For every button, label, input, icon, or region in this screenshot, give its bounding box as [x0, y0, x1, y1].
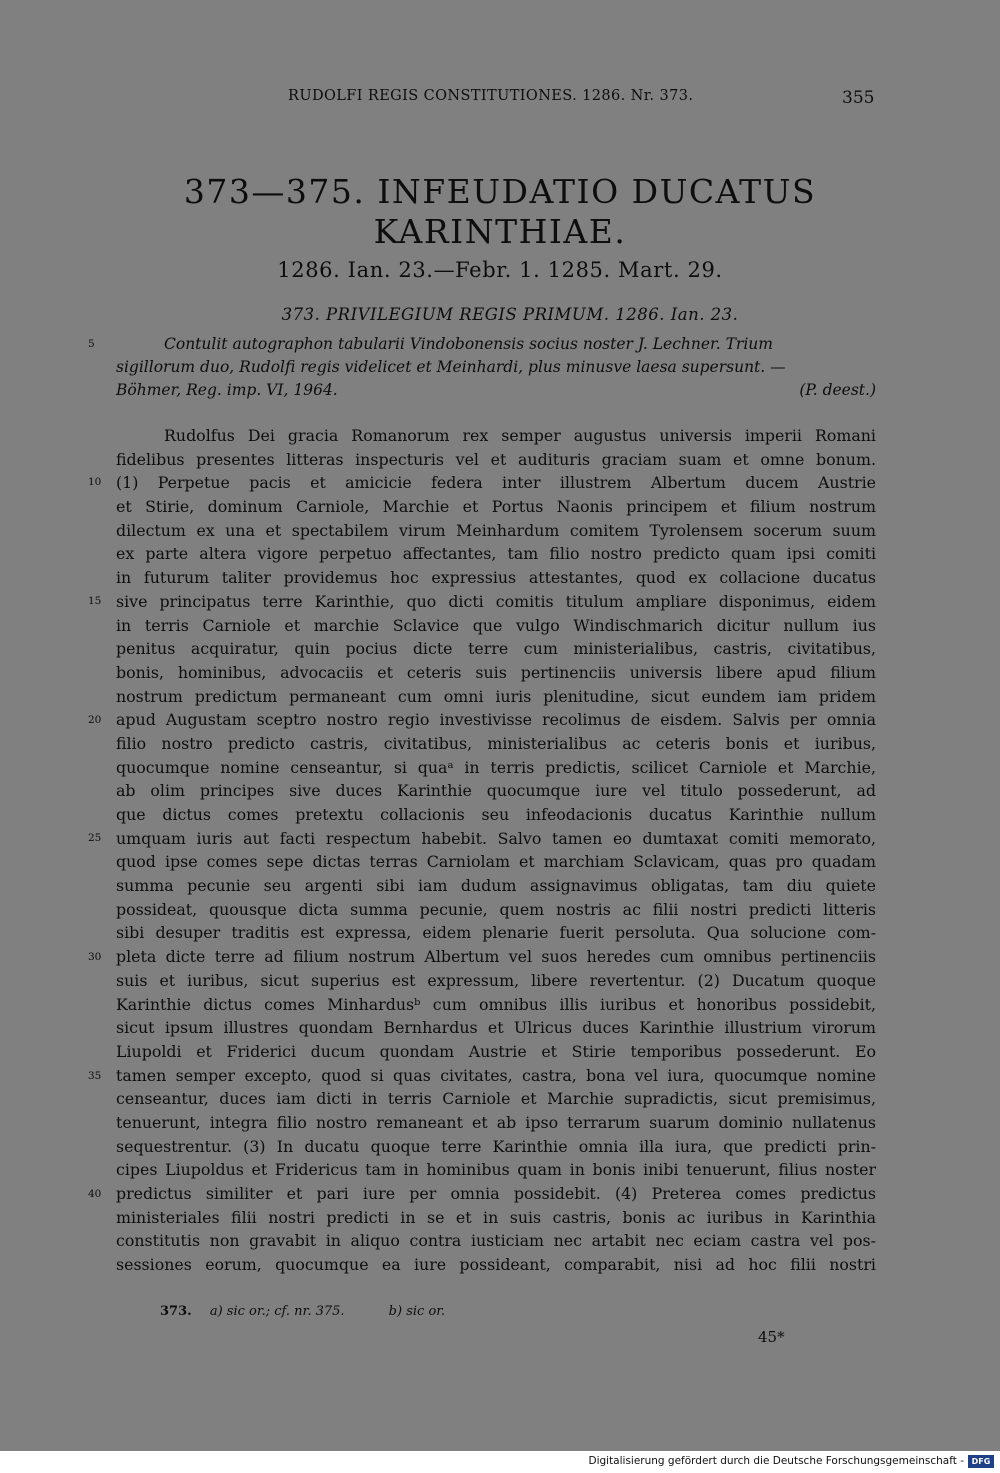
footnote-a: a) sic or.; cf. nr. 375.: [209, 1304, 345, 1319]
funding-note: Digitalisierung gefördert durch die Deutsche Forschungsgemeinschaft -: [588, 1455, 964, 1467]
body-line: pleta dicte terre ad filium nostrum Albertum vel suos heredes cum omnibus pertinenciis: [116, 947, 876, 967]
signature-mark: 45*: [758, 1328, 785, 1346]
body-line: quod ipse comes sepe dictas terras Carniolam et marchiam Sclavicam, quas pro quadam: [116, 852, 876, 872]
body-line: fidelibus presentes litteras inspecturis vel et audituris graciam suam et omne bonum.: [116, 449, 876, 469]
body-line: tenuerunt, integra filio nostro remaneant et ab ipso terrarum suarum dominio nullatenus: [116, 1112, 876, 1132]
body-line: nostrum predictum permaneant cum omni iuris plenitudine, sicut eundem iam pridem: [116, 686, 876, 706]
page-number: 355: [842, 88, 875, 108]
section-title-line-1: 373—375. INFEUDATIO DUCATUS: [183, 172, 817, 211]
body-line: (1) Perpetue pacis et amicicie federa inter illustrem Albertum ducem Austrie: [116, 473, 876, 493]
intro-note: (P. deest.): [799, 381, 876, 399]
body-line: apud Augustam sceptro nostro regio investivisse recolimus de eisdem. Salvis per omnia: [116, 710, 876, 730]
footnote-b: b) sic or.: [388, 1304, 446, 1319]
document-intro: [116, 333, 876, 402]
body-line: et Stirie, dominum Carniole, Marchie et Portus Naonis principem et filium nostrum: [116, 497, 876, 517]
body-line: censeantur, duces iam dicti in terris Carniole et Marchie supradictis, sicut premisimus,: [116, 1089, 876, 1109]
line-number: 30: [88, 951, 102, 963]
body-line: sequestrentur. (3) In ducatu quoque terre Karinthie omnia illa iura, que predicti prin-: [116, 1136, 876, 1156]
body-line: que dictus comes pretextu collacionis seu infeodacionis ducatus Karinthie nullum: [116, 805, 876, 824]
document-body: [116, 424, 876, 1277]
intro-line: Contulit autographon tabularii Vindobonensis socius noster J. Lechner. Trium: [164, 335, 773, 353]
body-line: umquam iuris aut facti respectum habebit. Salvo tamen eo dumtaxat comiti memorato,: [116, 828, 876, 848]
running-head: RUDOLFI REGIS CONSTITUTIONES. 1286. Nr. 373.: [288, 88, 694, 104]
line-number: 40: [88, 1188, 102, 1200]
line-number: 25: [88, 832, 102, 844]
section-dates: 1286. Ian. 23.—Febr. 1. 1285. Mart. 29.: [277, 258, 723, 282]
line-number: 15: [88, 595, 102, 607]
body-line: ministeriales filii nostri predicti in se et in suis castris, bonis ac iuribus in Karinthia: [116, 1207, 876, 1227]
body-line: suis et iuribus, sicut superius est expressum, libere revertentur. (2) Ducatum quoque: [116, 970, 876, 990]
footnotes: [160, 1304, 660, 1319]
body-line: summa pecunie seu argenti sibi iam dudum assignavimus obligatas, tam diu quiete: [116, 876, 876, 896]
section-title-line-2: KARINTHIAE.: [373, 212, 627, 251]
intro-line: Böhmer, Reg. imp. VI, 1964.: [116, 381, 338, 399]
body-line: sicut ipsum illustres quondam Bernhardus et Ulricus duces Karinthie illustrium virorum: [116, 1018, 876, 1038]
dfg-logo: DFG: [968, 1455, 994, 1468]
body-line: cipes Liupoldus et Fridericus tam in hominibus quam in bonis inibi tenuerunt, filius noster: [116, 1160, 876, 1180]
line-number: 10: [88, 476, 102, 488]
body-line: bonis, hominibus, advocaciis et ceteris suis pertinenciis universis libere apud filium: [116, 662, 876, 682]
body-line: sive principatus terre Karinthie, quo dicti comitis titulum ampliare disponimus, eidem: [116, 591, 876, 611]
section-title: [120, 172, 880, 252]
body-line: possideat, quousque dicta summa pecunie, quem nostris ac filii nostri predicti litteris: [116, 899, 876, 919]
body-line: penitus acquiratur, quin pocius dicte terre cum ministerialibus, castris, civitatibus,: [116, 639, 876, 659]
document-heading: 373. PRIVILEGIUM REGIS PRIMUM. 1286. Ian. 23.: [281, 305, 739, 324]
body-line: tamen semper excepto, quod si quas civitates, castra, bona vel iura, quocumque nomine: [116, 1065, 876, 1085]
body-line: ex parte altera vigore perpetuo affectantes, tam filio nostro predicto quam ipsi comiti: [116, 544, 876, 564]
body-line: predictus similiter et pari iure per omnia possidebit. (4) Preterea comes predictus: [116, 1184, 876, 1203]
footnote-number: 373.: [160, 1304, 192, 1319]
body-line: ab olim principes sive duces Karinthie quocumque iure vel titulo possederunt, ad: [116, 781, 876, 801]
footer-bar: [0, 1451, 1000, 1473]
body-line: filio nostro predicto castris, civitatibus, ministerialibus ac ceteris bonis et iuribus,: [116, 733, 876, 753]
line-number: 5: [88, 338, 95, 350]
body-line: in terris Carniole et marchie Sclavice que vulgo Windischmarich dicitur nullum ius: [116, 615, 876, 635]
body-line: quocumque nomine censeantur, si quaᵃ in terris predictis, scilicet Carniole et Marchie,: [116, 757, 876, 777]
line-number: 35: [88, 1070, 102, 1082]
body-line: sibi desuper traditis est expressa, eidem plenarie fuerit persoluta. Qua solucione com-: [116, 923, 876, 943]
body-line: constitutis non gravabit in aliquo contra iusticiam nec artabit nec eciam castra vel pos-: [116, 1231, 876, 1251]
body-line: in futurum taliter providemus hoc expressius attestantes, quod ex collacione ducatus: [116, 568, 876, 588]
body-line: Karinthie dictus comes Minhardusᵇ cum omnibus illis iuribus et honoribus possidebit,: [116, 994, 876, 1014]
body-line: Rudolfus Dei gracia Romanorum rex semper augustus universis imperii Romani: [164, 426, 876, 445]
body-line: dilectum ex una et spectabilem virum Meinhardum comitem Tyrolensem socerum suum: [116, 520, 876, 540]
line-number: 20: [88, 714, 102, 726]
intro-line: sigillorum duo, Rudolfi regis videlicet et Meinhardi, plus minusve laesa supersunt. —: [116, 358, 786, 376]
body-line: Liupoldi et Friderici ducum quondam Austrie et Stirie temporibus possederunt. Eo: [116, 1041, 876, 1061]
body-line: sessiones eorum, quocumque ea iure possideant, comparabit, nisi ad hoc filii nostri: [116, 1255, 876, 1275]
